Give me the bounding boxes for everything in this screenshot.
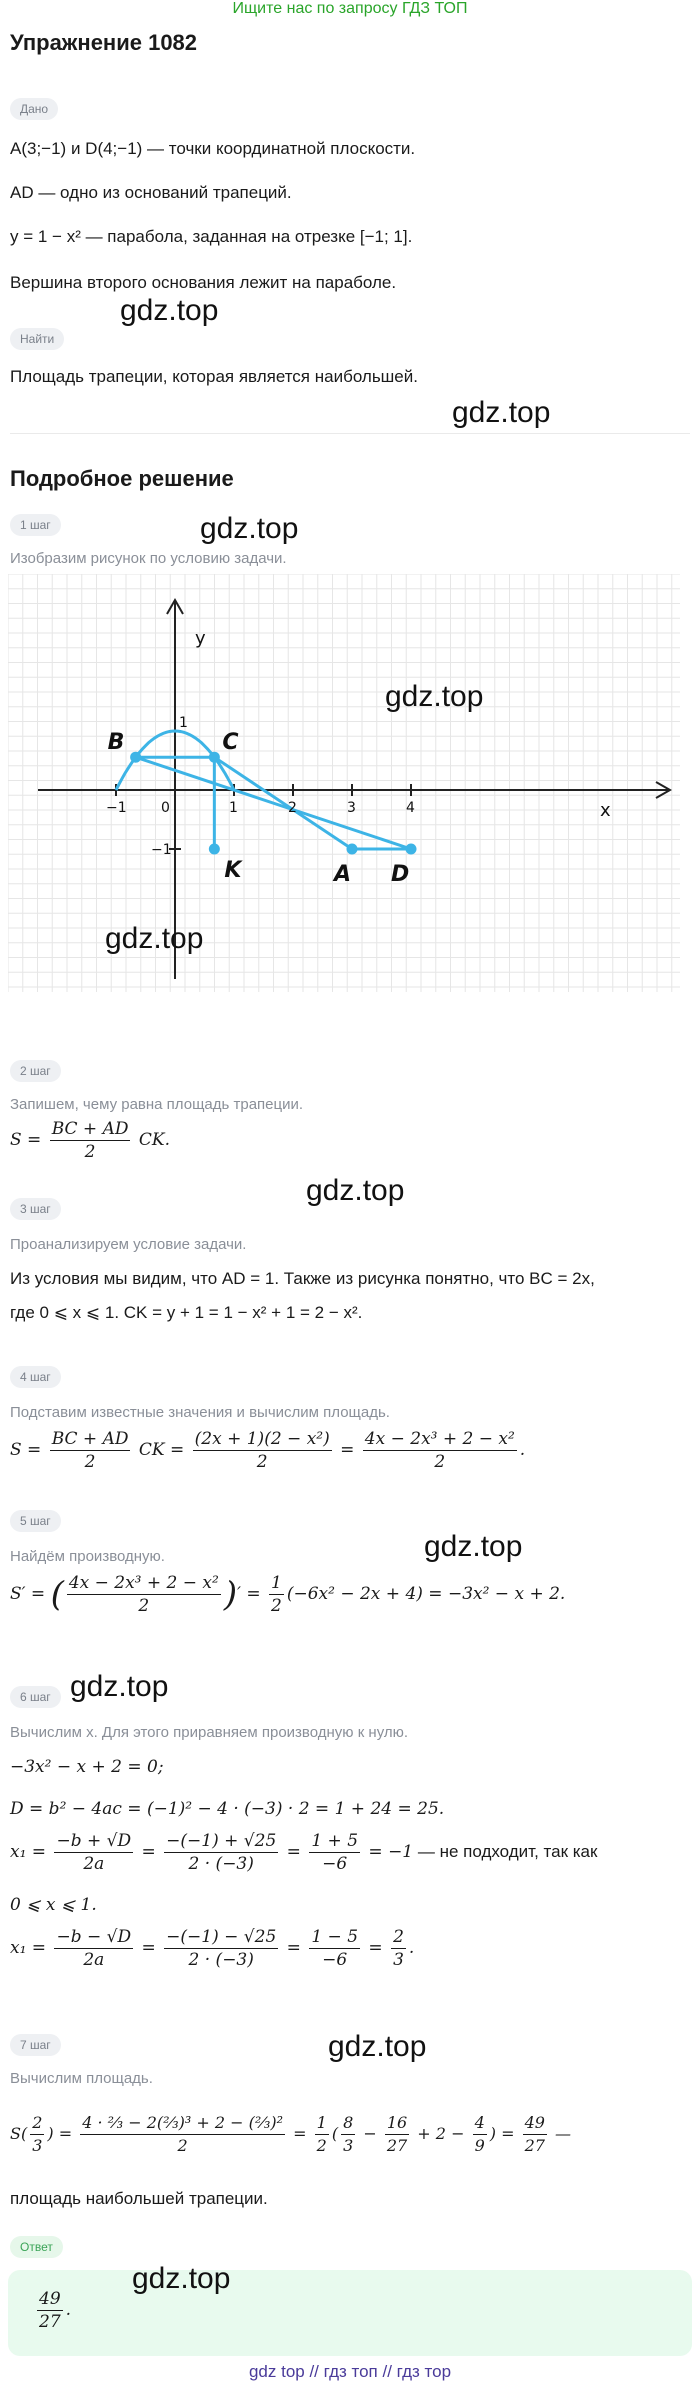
answer-badge: Ответ bbox=[10, 2236, 63, 2258]
watermark: gdz.top bbox=[452, 396, 551, 429]
x-tick-label: −1 bbox=[106, 800, 127, 816]
step-6-root-1: x₁ = $\frac{-b + √D}{2a}$ = $\frac{-(-1) + √25}{2 \cdot (-3)}$ = $\frac{1 + 5}{-6}$ = −1 — не подходит, так как bbox=[10, 1831, 598, 1874]
point-a bbox=[347, 844, 358, 855]
watermark: gdz.top bbox=[200, 512, 299, 545]
step-7-badge: 7 шаг bbox=[10, 2034, 61, 2056]
step-6-line-1: −3x² − x + 2 = 0; bbox=[10, 1757, 164, 1777]
step-2-badge: 2 шаг bbox=[10, 1060, 61, 1082]
watermark: gdz.top bbox=[105, 922, 204, 955]
step-6-badge: 6 шаг bbox=[10, 1686, 61, 1708]
step-6-line-2: D = b² − 4ac = (−1)² − 4 · (−3) · 2 = 1 + 24 = 25. bbox=[10, 1799, 445, 1819]
given-line-1: A(3;−1) и D(4;−1) — точки координатной плоскости. bbox=[10, 139, 416, 158]
figure-shapes bbox=[116, 731, 417, 855]
point-label-k: K bbox=[224, 858, 242, 883]
given-line-4: Вершина второго основания лежит на параболе. bbox=[10, 273, 397, 292]
x-tick-label: 3 bbox=[347, 800, 356, 816]
step-3-caption: Проанализируем условие задачи. bbox=[10, 1236, 247, 1253]
given-line-2: AD — одно из оснований трапеций. bbox=[10, 183, 292, 202]
given-line-3: y = 1 − x² — парабола, заданная на отрезке [−1; 1]. bbox=[10, 227, 413, 246]
step-3-line-1: Из условия мы видим, что AD = 1. Также из рисунка понятно, что BC = 2x, bbox=[10, 1269, 595, 1288]
given-badge: Дано bbox=[10, 98, 58, 120]
step-4-caption: Подставим известные значения и вычислим площадь. bbox=[10, 1404, 390, 1421]
step-5-formula: S′ = ( $\frac{\text{4x − 2x³ + 2 − x²}}{2}$ )′ = $\frac{1}{2}$ (−6x² − 2x + 4) = −3x² − x + 2. bbox=[10, 1573, 566, 1616]
watermark: gdz.top bbox=[70, 1670, 169, 1703]
step-2-formula: S = $\frac{BC + AD}{2}$ CK. bbox=[10, 1119, 170, 1162]
point-label-b: B bbox=[107, 730, 125, 756]
answer-value: $\frac{49}{27}$ . bbox=[39, 2289, 72, 2332]
point-d bbox=[406, 844, 417, 855]
point-label-d: D bbox=[391, 862, 410, 887]
step-1-badge: 1 шаг bbox=[10, 514, 61, 536]
step-7-caption: Вычислим площадь. bbox=[10, 2070, 153, 2087]
divider bbox=[10, 433, 690, 434]
point-label-c: C bbox=[222, 730, 239, 756]
step-6-root-1-note: — не подходит, так как bbox=[413, 1842, 598, 1861]
watermark: gdz.top bbox=[132, 2262, 231, 2295]
step-3-line-2: где 0 ⩽ x ⩽ 1. CK = y + 1 = 1 − x² + 1 = 2 − x². bbox=[10, 1303, 363, 1322]
x-tick-label: 4 bbox=[406, 800, 415, 816]
answer-box bbox=[8, 2270, 692, 2356]
x-axis-label: x bbox=[600, 800, 611, 821]
watermark: gdz.top bbox=[120, 294, 219, 327]
step-4-badge: 4 шаг bbox=[10, 1366, 61, 1388]
find-badge: Найти bbox=[10, 328, 64, 350]
step-1-caption: Изобразим рисунок по условию задачи. bbox=[10, 550, 287, 567]
step-7-formula: S( $\frac{2}{3}$ ) = $\frac{\text{4 · ⅔ − 2(⅔)³ + 2 − (⅔)²}}{2}$ = $\frac{1}{2}$ ( $\frac{8}{3}$ − $\frac{16}{27}$ + 2 − $\frac{4}{9}$ ) = $\frac{49}{27}$ — bbox=[10, 2113, 572, 2155]
step-4-formula: S = $\frac{BC + AD}{2}$ CK = $\frac{\text{(2x + 1)(2 − x²)}}{2}$ = $\frac{\text{4x − 2x³ + 2 − x²}}{2}$ . bbox=[10, 1429, 526, 1472]
step-5-badge: 5 шаг bbox=[10, 1510, 61, 1532]
step-6-root-1-condition: 0 ⩽ x ⩽ 1. bbox=[10, 1895, 97, 1915]
step-6-root-2: x₁ = $\frac{-b - √D}{2a}$ = $\frac{-(-1) - √25}{2 \cdot (-3)}$ = $\frac{1 - 5}{-6}$ = $\frac{2}{3}$ . bbox=[10, 1927, 415, 1970]
step-5-caption: Найдём производную. bbox=[10, 1548, 165, 1565]
point-label-a: A bbox=[334, 862, 352, 887]
point-b bbox=[130, 752, 141, 763]
watermark: gdz.top bbox=[385, 680, 484, 713]
x-tick-label: 1 bbox=[229, 800, 238, 816]
watermark: gdz.top bbox=[306, 1174, 405, 1207]
top-banner-link[interactable]: Ищите нас по запросу ГДЗ ТОП bbox=[232, 0, 468, 17]
step-3-badge: 3 шаг bbox=[10, 1198, 61, 1220]
y-axis-label: y bbox=[195, 628, 206, 649]
find-text: Площадь трапеции, которая является наибольшей. bbox=[10, 367, 418, 386]
step-6-caption: Вычислим x. Для этого приравняем производную к нулю. bbox=[10, 1724, 409, 1741]
x-tick-label: 0 bbox=[161, 800, 170, 816]
y-tick-label: 1 bbox=[179, 715, 188, 731]
watermark: gdz.top bbox=[328, 2030, 427, 2063]
point-k bbox=[209, 844, 220, 855]
point-c bbox=[209, 752, 220, 763]
watermark: gdz.top bbox=[424, 1530, 523, 1563]
footer-links[interactable]: gdz top // гдз топ // гдз тор bbox=[248, 2362, 452, 2381]
y-tick-label: −1 bbox=[151, 842, 172, 858]
step-2-caption: Запишем, чему равна площадь трапеции. bbox=[10, 1096, 304, 1113]
page-title: Упражнение 1082 bbox=[10, 30, 198, 55]
step-7-tail: площадь наибольшей трапеции. bbox=[10, 2189, 268, 2208]
x-tick-label: 2 bbox=[288, 800, 297, 816]
solution-title: Подробное решение bbox=[10, 466, 234, 491]
